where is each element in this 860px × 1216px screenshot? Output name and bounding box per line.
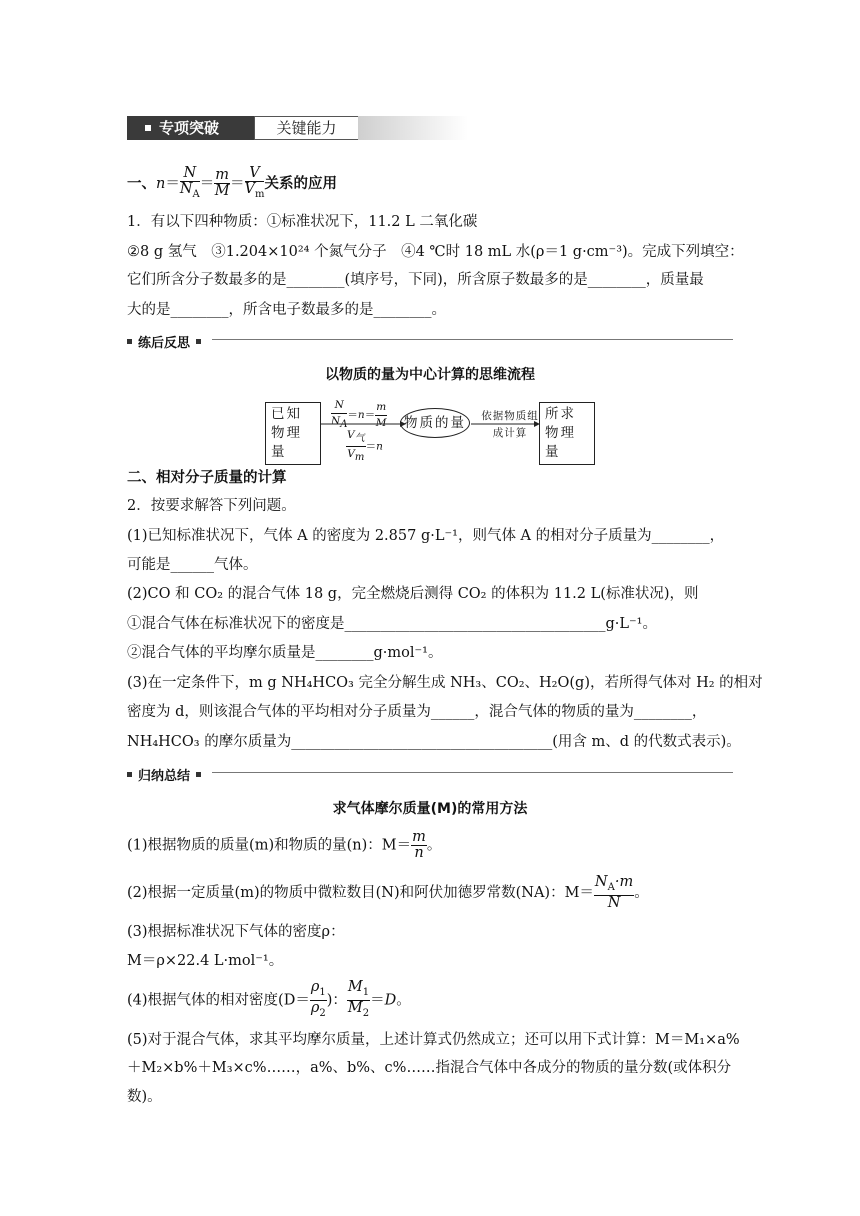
- flow-formula-bottom: $\frac{V_气}{V_m}$ ＝n: [347, 429, 383, 464]
- q1-line2: ②8 g 氢气 ③1.204×10²⁴ 个氮气分子 ④4 ℃时 18 mL 水(ρ＝1 g·cm⁻³)。完成下列填空：: [127, 244, 744, 260]
- flow-title: 以物质的量为中心计算的思维流程: [325, 367, 535, 383]
- summary-title: 求气体摩尔质量(M)的常用方法: [332, 801, 528, 817]
- method-5-line2: ＋M₂×b%＋M₃×c%……，a%、b%、c%……指混合气体中各成分的物质的量分数(或体积分: [127, 1060, 732, 1076]
- p1-line1: (1)已知标准状况下，气体 A 的密度为 2.857 g·L⁻¹，则气体 A 的相对分子质量为________，: [127, 528, 725, 544]
- p3-line2: 密度为 d，则该混合气体的平均相对分子质量为______，混合气体的物质的量为________，: [127, 704, 707, 720]
- flow-arrow-label: 依据物质组成计算: [481, 410, 539, 439]
- q1-line4: 大的是________，所含电子数最多的是________。: [127, 302, 446, 318]
- method-3-line2: M＝ρ×22.4 L·mol⁻¹。: [127, 953, 284, 969]
- p3-line3: NH₄HCO₃ 的摩尔质量为____________________________________(用含 m、d 的代数式表示)。: [127, 734, 741, 750]
- flow-formula-top: $\frac{N}{N_A}$ ＝n＝ $\frac{m}{M}$: [331, 399, 387, 431]
- method-3-line1: (3)根据标准状况下气体的密度ρ：: [127, 924, 345, 940]
- p2-line3: ②混合气体的平均摩尔质量是________g·mol⁻¹。: [127, 645, 443, 661]
- part2-heading: 二、相对分子质量的计算: [127, 470, 287, 486]
- part1-heading: 一、n＝ $\frac{N}{N_A}$ ＝ $\frac{m}{M}$ ＝ $\frac{V}{V_m}$ 关系的应用: [127, 165, 337, 200]
- q1-line3: 它们所含分子数最多的是________(填序号，下同)，所含原子数最多的是________，质量最: [127, 272, 704, 288]
- reflect-bar: [127, 332, 201, 351]
- method-5-line3: 数)。: [127, 1089, 162, 1105]
- summary-label: 归纳总结: [138, 769, 191, 784]
- p2-line1: (2)CO 和 CO₂ 的混合气体 18 g，完全燃烧后测得 CO₂ 的体积为 11.2 L(标准状况)，则: [127, 586, 699, 602]
- method-5-line1: (5)对于混合气体，求其平均摩尔质量，上述计算式仍然成立；还可以用下式计算：M＝M₁×a%: [127, 1032, 740, 1048]
- method-4: (4)根据气体的相对密度(D＝ $\frac{\rho_1}{\rho_2}$ )： $\frac{M_1}{M_2}$ ＝D。: [127, 979, 411, 1019]
- q1-line1: 1．有以下四种物质：①标准状况下，11.2 L 二氧化碳: [127, 214, 478, 230]
- banner-tag: 关键能力: [254, 116, 359, 140]
- flow-box-target: 所求物理量: [539, 402, 595, 465]
- method-1: (1)根据物质的质量(m)和物质的量(n)：M＝ $\frac{m}{n}$ 。: [127, 829, 442, 861]
- p2-line2: ①混合气体在标准状况下的密度是____________________________________g·L⁻¹。: [127, 616, 657, 632]
- section-banner: [127, 116, 467, 142]
- flow-box-known: 已知物理量: [265, 402, 321, 465]
- banner-section-label: 专项突破: [127, 116, 254, 140]
- flow-oval-mole: 物质的量: [400, 408, 470, 438]
- p3-line1: (3)在一定条件下，m g NH₄HCO₃ 完全分解生成 NH₃、CO₂、H₂O(g)，若所得气体对 H₂ 的相对: [127, 675, 763, 691]
- summary-bar: [127, 765, 201, 784]
- p1-line2: 可能是______气体。: [127, 557, 258, 573]
- method-2: (2)根据一定质量(m)的物质中微粒数目(N)和阿伏加德罗常数(NA)：M＝ $\frac{N_A\cdot m}{N}$ 。: [127, 874, 649, 911]
- q2: 2．按要求解答下列问题。: [127, 498, 296, 514]
- reflect-label: 练后反思: [138, 336, 191, 351]
